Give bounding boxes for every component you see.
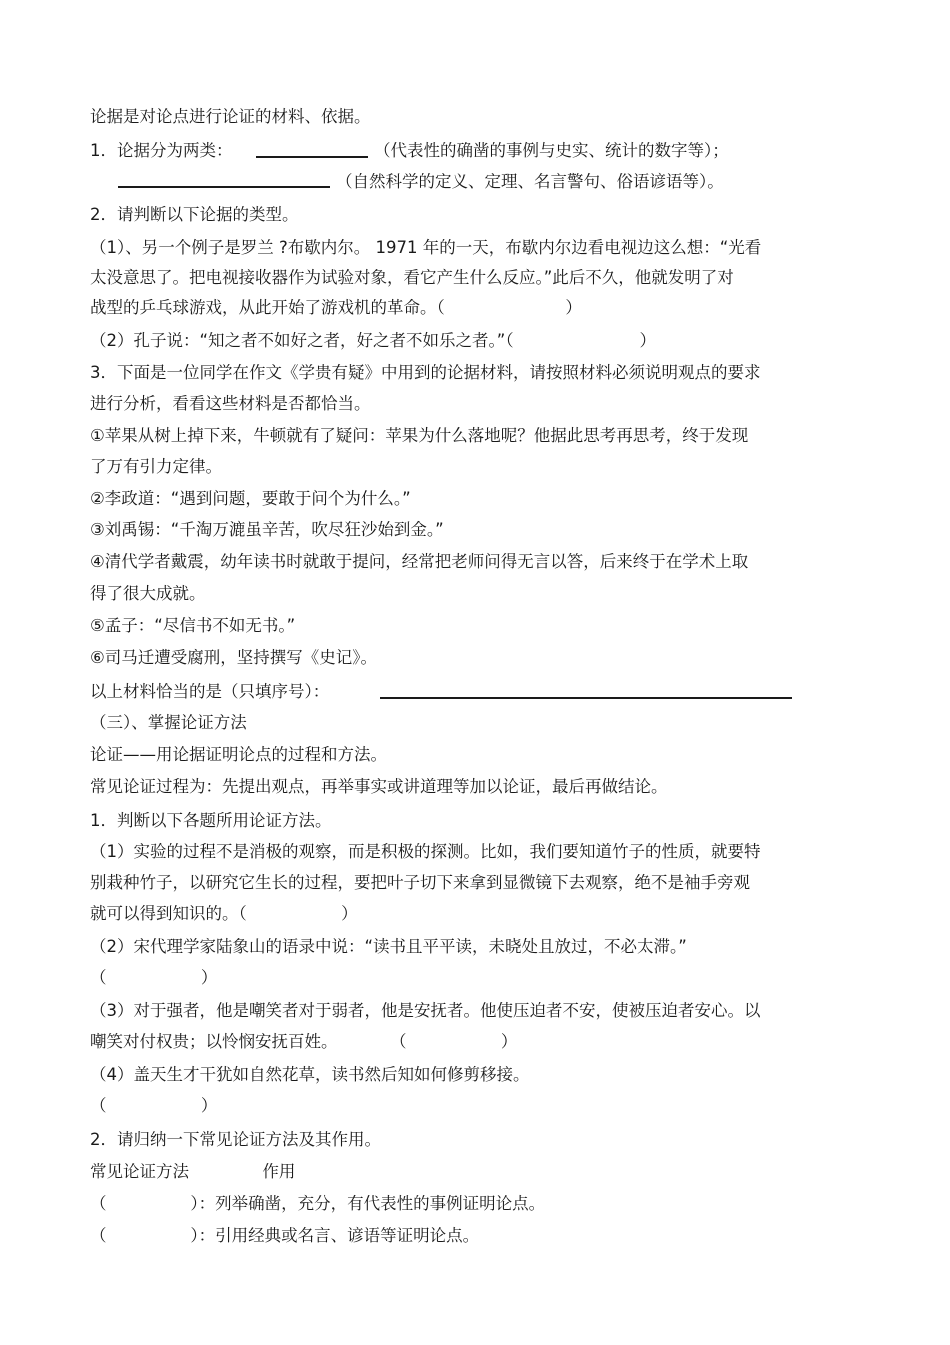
intro-definition: 论据是对论点进行论证的材料、依据。 — [90, 107, 371, 126]
q3-answer-prompt: 以上材料恰当的是（只填序号）： — [90, 682, 330, 701]
method-item4-line1: （4）盖天生才干犹如自然花草，读书然后知如何修剪移接。 — [90, 1065, 530, 1084]
material-4-line2: 得了很大成就。 — [90, 584, 206, 603]
q2-item1-line2: 太没意思了。把电视接收器作为试验对象，看它产生什么反应。”此后不久，他就发明了对 — [90, 268, 734, 287]
q3-heading-line2: 进行分析，看看这些材料是否都恰当。 — [90, 394, 371, 413]
method-item1-line1: （1）实验的过程不是消极的观察，而是积极的探测。比如，我们要知道竹子的性质，就要特 — [90, 842, 761, 861]
material-3: ③刘禹锡：“千淘万漉虽辛苦，吹尽狂沙始到金。” — [90, 520, 444, 539]
q2-item1-line3: 战型的乒乓球游戏，从此开始了游戏机的革命。（ ） — [90, 298, 582, 317]
q1-label: 1．论据分为两类： — [90, 141, 233, 160]
method-q2-heading: 2．请归纳一下常见论证方法及其作用。 — [90, 1130, 381, 1149]
answer-blank-2[interactable] — [118, 186, 330, 188]
q1-category-1-desc: （代表性的确凿的事例与史实、统计的数字等）； — [374, 141, 729, 160]
q2-item2: （2）孔子说：“知之者不如好之者，好之者不如乐之者。”（ ） — [90, 331, 656, 350]
argument-definition: 论证——用论据证明论点的过程和方法。 — [90, 745, 387, 764]
method-item4-answer: （ ） — [90, 1096, 218, 1115]
method-item3-line1: （3）对于强者，他是嘲笑者对于弱者，他是安抚者。他使压迫者不安，使被压迫者安心。以 — [90, 1001, 761, 1020]
method-item1-line2: 别栽种竹子，以研究它生长的过程，要把叶子切下来拿到显微镜下去观察，绝不是袖手旁观 — [90, 873, 750, 892]
material-6: ⑥司马迁遭受腐刑，坚持撰写《史记》。 — [90, 648, 378, 667]
method-q1-heading: 1．判断以下各题所用论证方法。 — [90, 811, 332, 830]
argument-process: 常见论证过程为：先提出观点，再举事实或讲道理等加以论证，最后再做结论。 — [90, 777, 668, 796]
material-1-line1: ①苹果从树上掉下来，牛顿就有了疑问：苹果为什么落地呢？他据此思考再思考，终于发现 — [90, 426, 749, 445]
method-row-1: （ ）：列举确凿，充分，有代表性的事例证明论点。 — [90, 1194, 546, 1213]
method-item2-answer: （ ） — [90, 968, 218, 987]
method-table-header: 常见论证方法 作用 — [90, 1162, 296, 1181]
q2-item1-line1: （1）、另一个例子是罗兰 ?布歇内尔。 1971 年的一天，布歇内尔边看电视边这么想：“光看 — [90, 238, 762, 257]
material-1-line2: 了万有引力定律。 — [90, 457, 222, 476]
method-item2-line1: （2）宋代理学家陆象山的语录中说：“读书且平平读，未晓处且放过，不必太滞。” — [90, 937, 687, 956]
answer-blank-3[interactable] — [380, 697, 792, 699]
q1-category-2-desc: （自然科学的定义、定理、名言警句、俗语谚语等）。 — [336, 172, 724, 191]
section-3-heading: （三）、掌握论证方法 — [90, 713, 247, 732]
material-5: ⑤孟子：“尽信书不如无书。” — [90, 616, 296, 635]
q2-heading: 2．请判断以下论据的类型。 — [90, 205, 299, 224]
material-4-line1: ④清代学者戴震，幼年读书时就敢于提问，经常把老师问得无言以答，后来终于在学术上取 — [90, 552, 749, 571]
method-item1-line3: 就可以得到知识的。（ ） — [90, 904, 358, 923]
answer-blank-1[interactable] — [256, 156, 368, 158]
method-item3-line2: 嘲笑对付权贵；以怜悯安抚百姓。 （ ） — [90, 1032, 518, 1051]
material-2: ②李政道：“遇到问题，要敢于问个为什么。” — [90, 489, 411, 508]
method-row-2: （ ）：引用经典或名言、谚语等证明论点。 — [90, 1226, 480, 1245]
q3-heading-line1: 3．下面是一位同学在作文《学贵有疑》中用到的论据材料，请按照材料必须说明观点的要求 — [90, 363, 761, 382]
